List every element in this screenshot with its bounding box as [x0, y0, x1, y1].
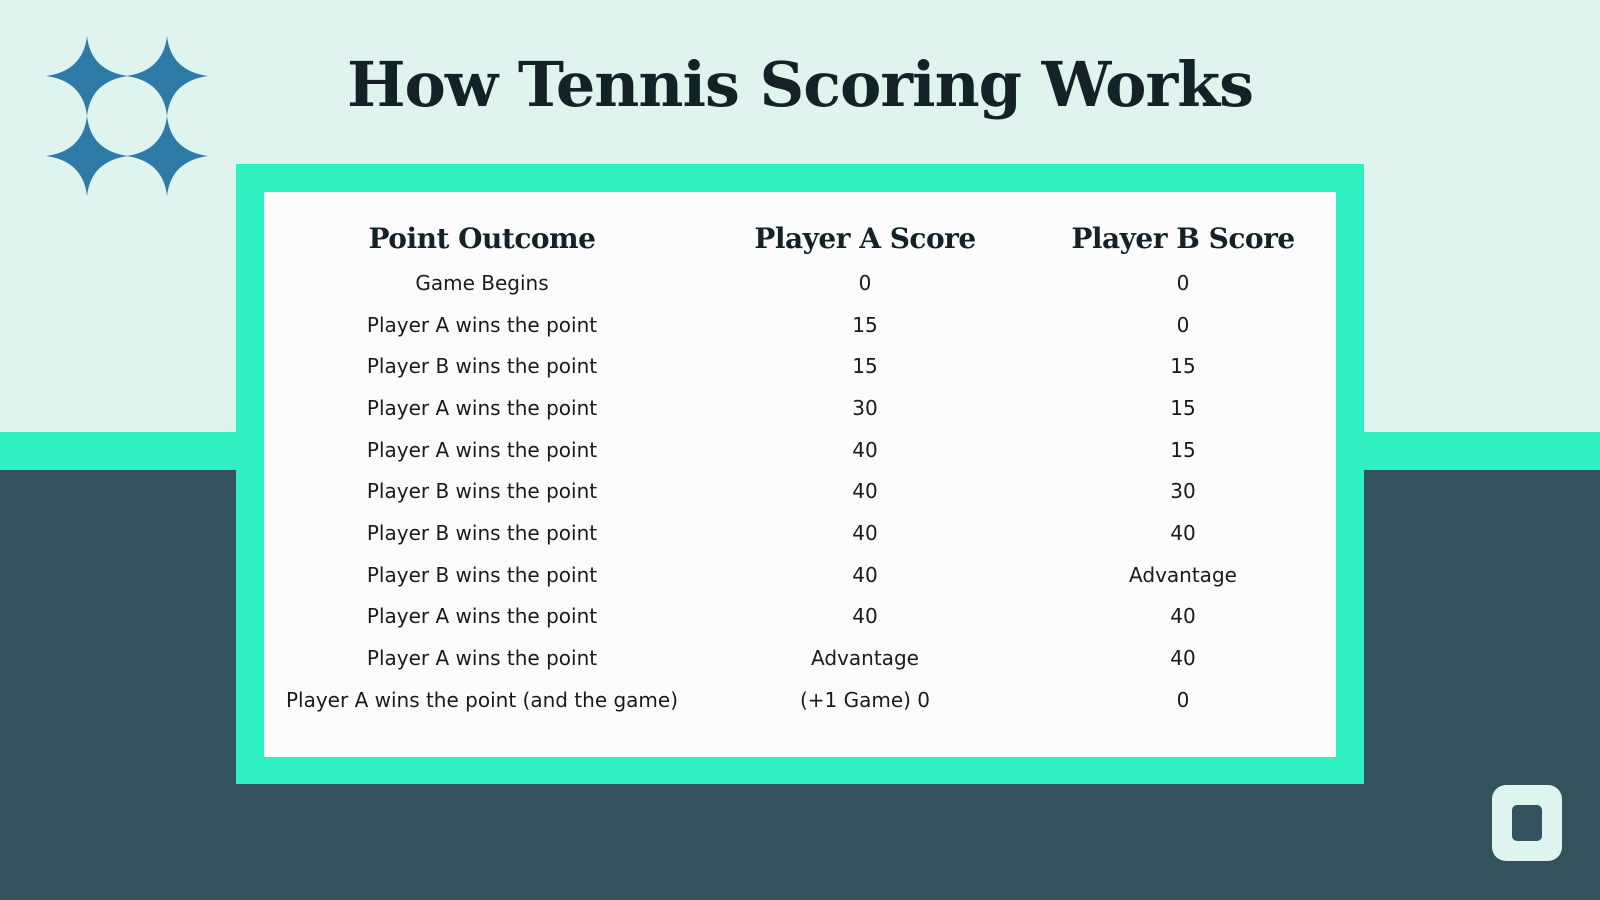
cell-player-b: 15 — [1170, 354, 1196, 379]
logo-inner-shape — [1512, 805, 1542, 841]
table-row — [284, 345, 1316, 387]
cell-player-a: 15 — [852, 354, 878, 379]
cell-player-a: 40 — [852, 437, 878, 462]
logo-icon — [1492, 785, 1562, 861]
cell-player-a: 40 — [852, 520, 878, 545]
cell-player-b: 40 — [1170, 520, 1196, 545]
table-row — [284, 262, 1316, 304]
cell-player-a: 30 — [852, 395, 878, 420]
cell-outcome: Player A wins the point — [366, 646, 598, 671]
header-player-a-score: Player A Score — [754, 221, 976, 255]
header-player-b-score: Player B Score — [1071, 221, 1295, 255]
table-row — [284, 637, 1316, 679]
cell-player-a: (+1 Game) 0 — [799, 687, 931, 712]
cell-player-b: 40 — [1170, 604, 1196, 629]
cell-outcome: Player B wins the point — [366, 479, 598, 504]
table-row — [284, 554, 1316, 596]
table-row — [284, 679, 1316, 721]
table-row — [284, 512, 1316, 554]
cell-player-b: 30 — [1170, 479, 1196, 504]
cell-outcome: Game Begins — [415, 270, 549, 295]
table-card — [264, 192, 1336, 757]
page-title: How Tennis Scoring Works — [346, 48, 1254, 121]
table-row — [284, 596, 1316, 638]
cell-player-b: 40 — [1170, 646, 1196, 671]
cell-outcome: Player A wins the point — [366, 604, 598, 629]
cell-player-b: 15 — [1170, 395, 1196, 420]
cell-outcome: Player A wins the point — [366, 395, 598, 420]
table-row — [284, 429, 1316, 471]
cell-outcome: Player A wins the point (and the game) — [285, 687, 679, 712]
cell-player-a: 40 — [852, 604, 878, 629]
cell-outcome: Player B wins the point — [366, 354, 598, 379]
scoring-table — [284, 214, 1316, 721]
cell-player-a: 15 — [852, 312, 878, 337]
cell-player-a: 40 — [852, 479, 878, 504]
cell-player-b: 0 — [1176, 312, 1190, 337]
cell-outcome: Player A wins the point — [366, 312, 598, 337]
cell-player-a: Advantage — [811, 646, 919, 671]
table-header-row — [284, 214, 1316, 262]
cell-player-b: 0 — [1176, 270, 1190, 295]
cell-player-b: Advantage — [1129, 562, 1237, 587]
cell-player-b: 0 — [1176, 687, 1190, 712]
table-row — [284, 387, 1316, 429]
cell-outcome: Player A wins the point — [366, 437, 598, 462]
table-row — [284, 304, 1316, 346]
cell-player-a: 40 — [852, 562, 878, 587]
table-row — [284, 470, 1316, 512]
cell-player-a: 0 — [858, 270, 872, 295]
cell-outcome: Player B wins the point — [366, 562, 598, 587]
header-point-outcome: Point Outcome — [368, 221, 596, 255]
cell-player-b: 15 — [1170, 437, 1196, 462]
cell-outcome: Player B wins the point — [366, 520, 598, 545]
